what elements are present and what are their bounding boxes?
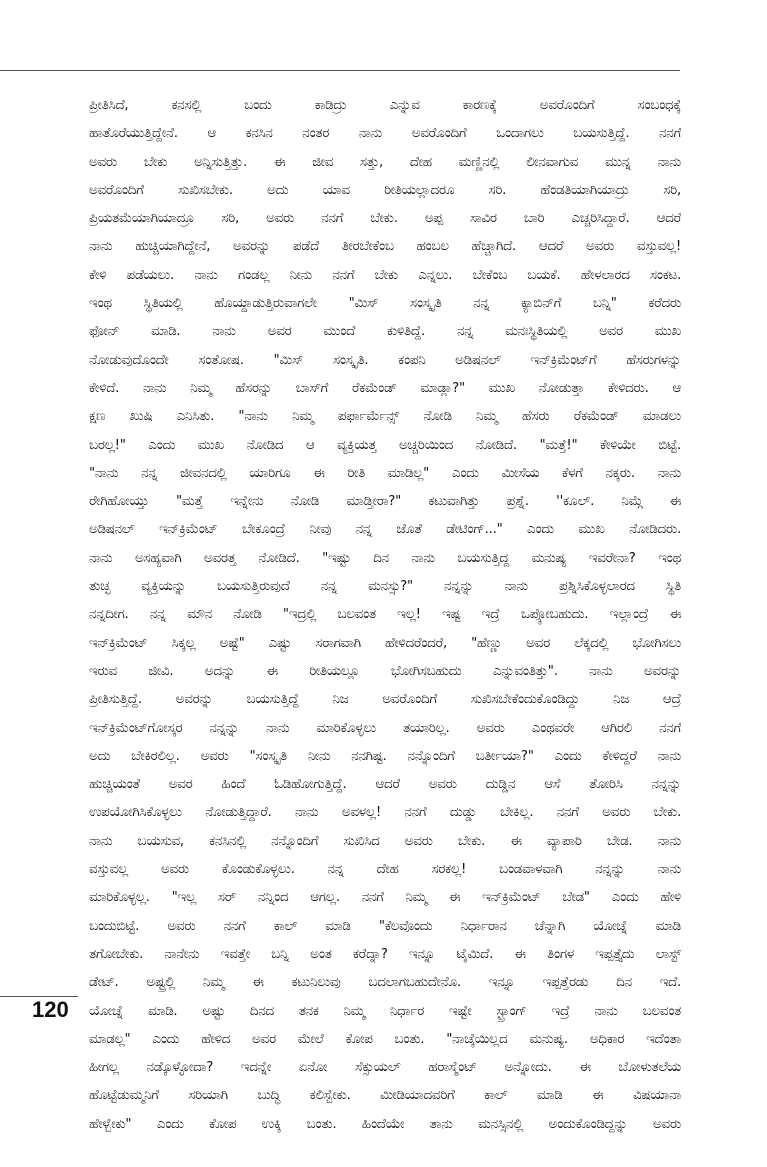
header-rule	[0, 70, 680, 71]
text-line: ನನ್ನದೀಗ. ನನ್ನ ಮೌನ ನೋಡಿ "ಇದ್ರಲ್ಲಿ ಬಲವಂತ ಇಲ್ಲ! ಇಷ್ಟ ಇದ್ರೆ ಒಪ್ಕೋಬಹುದು. ಇಲ್ಲಾಂದ್ರೆ ಈ	[89, 607, 681, 623]
text-line: ಅದು ಬೇಕಿರಲಿಲ್ಲ. ಅವರು "ಸಂಸ್ಕೃತಿ ನೀನು ನನಗಿಷ್ಟ. ನನ್ನೊಂದಿಗೆ ಬರ್ತೀಯಾ?" ಎಂದು ಕೇಳಿದ್ದರೆ ನಾನು	[89, 748, 681, 764]
text-line: ತಗೋಬೇಕು. ನಾನೇನು ಇವತ್ತೇ ಬನ್ನಿ ಅಂತ ಕರೆದ್ನಾ? ಇನ್ನೂ ಟೈಮಿದೆ. ಈ ತಿಂಗಳ ಇಪ್ಪತ್ತೈದು ಲಾಸ್ಟ್	[89, 946, 681, 962]
text-line: ಇನ್‌ಕ್ರಿಮೆಂಟ್‌ಗೋಸ್ಕರ ನನ್ನನ್ನು ನಾನು ಮಾರಿಕೊಳ್ಳಲು ತಯಾರಿಲ್ಲ. ಅವರು ಎಂಥವರೇ ಆಗಿರಲಿ ನನಗೆ	[89, 720, 681, 736]
text-line: ಅವರು ಬೇಕು ಅನ್ನಿಸುತ್ತಿತ್ತು. ಈ ಜೀವ ಸತ್ತು, ದೇಹ ಮಣ್ಣಿನಲ್ಲಿ ಲೀನವಾಗುವ ಮುನ್ನ ನಾನು	[89, 154, 681, 170]
text-line: "ನಾನು ನನ್ನ ಜೀವನದಲ್ಲಿ ಯಾರಿಗೂ ಈ ರೀತಿ ಮಾಡಿಲ್ಲ" ಎಂದು ಮೀಸೆಯ ಕೆಳಗೆ ನಕ್ಕರು. ನಾನು	[89, 465, 681, 481]
text-line	[89, 1139, 681, 1167]
text-line: ಉಪಯೋಗಿಸಿಕೊಳ್ಳಲು ನೋಡುತ್ತಿದ್ದಾರೆ. ನಾನು ಅವಳಲ್ಲ! ನನಗೆ ದುಡ್ಡು ಬೇಕಿಲ್ಲ. ನನಗೆ ಅವರು ಬೇಕು.	[89, 805, 681, 821]
text-line: ಕ್ಷಣ ಖುಷಿ ಎನಿಸಿತು. "ನಾನು ನಿಮ್ಮ ಪರ್ಫಾರ್ಮೆನ್ಸ್ ನೋಡಿ ನಿಮ್ಮ ಹೆಸರು ರೆಕಮೆಂಡ್ ಮಾಡಲು	[89, 409, 681, 425]
text-line: ಹೇಳ್ಬೇಕು" ಎಂದು ಕೋಪ ಉಕ್ಕಿ ಬಂತು. ಹಿಂದೆಯೇ ತಾನು ಮನಸ್ಸಿನಲ್ಲಿ ಅಂದುಕೊಂಡಿದ್ದನ್ನು ಅವರು	[89, 1116, 681, 1132]
text-line: ಅವರೊಂದಿಗೆ ಸುಖಿಸಬೇಕು. ಅದು ಯಾವ ರೀತಿಯಲ್ಲಾದರೂ ಸರಿ. ಹೆಂಡತಿಯಾಗಿಯಾದ್ರು ಸರಿ,	[89, 182, 681, 198]
body-text	[89, 92, 681, 1167]
text-line: ಡೇಟ್. ಅಷ್ಟ್ರಲ್ಲಿ ನಿಮ್ಮ ಈ ಕಟುನಿಲುವು ಬದಲಾಗಬಹುದೇನೊ. ಇನ್ನೂ ಇಪ್ಪತ್ತೆರಡು ದಿನ ಇದೆ.	[89, 975, 681, 991]
text-line: ಬರಲ್ಲ!" ಎಂದು ಮುಖ ನೋಡಿದ ಆ ವ್ಯಕ್ತಿಯತ್ತ ಅಚ್ಚರಿಯಿಂದ ನೋಡಿದೆ. "ಮತ್ತೆ!" ಕೇಳಿಯೇ ಬಿಟ್ಟೆ.	[89, 437, 681, 453]
text-line: ಮಾಡಲ್ಲ" ಎಂದು ಹೇಳಿದ ಅವರ ಮೇಲೆ ಕೋಪ ಬಂತು. "ನಾಚ್ಕೆಯಿಲ್ಲದ ಮನುಷ್ಯ. ಅಧಿಕಾರ ಇದೆಂತಾ	[89, 1031, 681, 1047]
text-line: ರೇಗಿಹೋಯ್ತು "ಮತ್ತೆ ಇನ್ನೇನು ನೋಡಿ ಮಾಡ್ತೀರಾ?" ಕಟುವಾಗಿತ್ತು ಪ್ರಶ್ನೆ. ''ಕೂಲ್. ನಿಮ್ಗೆ ಈ	[89, 494, 681, 510]
text-line: ಅಡಿಷನಲ್ ಇನ್‌ಕ್ರಿಮೆಂಟ್ ಬೇಕೂಂದ್ರೆ ನೀವು ನನ್ನ ಜೊತೆ ಡೇಟಿಂಗ್..." ಎಂದು ಮುಖ ನೋಡಿದರು.	[89, 522, 681, 538]
text-line: ತುಚ್ಛ ವ್ಯಕ್ತಿಯನ್ನು ಬಯಸುತ್ತಿರುವುದೆ ನನ್ನ ಮನಸ್ಸು?" ನನ್ನನ್ನು ನಾನು ಪ್ರಶ್ನಿಸಿಕೊಳ್ಳಲಾರದ ಸ್ಥಿತಿ	[89, 579, 681, 595]
text-line: ಯೋಚ್ನೆ ಮಾಡಿ. ಅಷ್ಟು ದಿನದ ತನಕ ನಿಮ್ಮ ನಿರ್ಧಾರ ಇಷ್ಟೇ ಸ್ಟ್ರಾಂಗ್ ಇದ್ರೆ ನಾನು ಬಲವಂತ	[89, 1003, 681, 1019]
text-line: ನೋಡುವುದೊಂದೇ ಸಂತೋಷ. "ಮಿಸ್ ಸಂಸ್ಕೃತಿ. ಕಂಪನಿ ಅಡಿಷನಲ್ ಇನ್‌ಕ್ರಿಮೆಂಟ್‌ಗೆ ಹೆಸರುಗಳನ್ನು	[89, 352, 681, 368]
text-line: ನಾನು ಹುಚ್ಚಿಯಾಗಿದ್ದೇನೆ, ಅವರನ್ನು ಪಡೆದೆ ತೀರಬೇಕೆಂಬ ಹಂಬಲ ಹೆಚ್ಚಾಗಿದೆ. ಆದರೆ ಅವರು ವಸ್ತುವಲ್ಲ!	[89, 239, 681, 255]
text-line: ಹುಚ್ಚಿಯಂತೆ ಅವರ ಹಿಂದೆ ಓಡಿಹೋಗುತ್ತಿದ್ದೆ. ಆದರೆ ಅವರು ದುಡ್ಡಿನ ಆಸೆ ತೋರಿಸಿ ನನ್ನನ್ನು	[89, 777, 681, 793]
text-line: ಹೀಗಲ್ಲ ನಡ್ಕೊಳ್ಳೋದಾ? ಇದನ್ನೇ ಏನೋ ಸೆಕ್ಸುಯಲ್ ಹರಾಸ್ಮೆಂಟ್ ಅನ್ನೋದು. ಈ ಬೋಳುತಲೆಯ	[89, 1060, 681, 1076]
text-line: ಹೊಟ್ಟೆಡುಮ್ಮನಿಗೆ ಸರಿಯಾಗಿ ಬುದ್ಧಿ ಕಲಿಸ್ಬೇಕು. ಮೀಡಿಯಾದವರಿಗೆ ಕಾಲ್ ಮಾಡಿ ಈ ವಿಷಯಾನಾ	[89, 1088, 681, 1104]
text-line: ಪ್ರೀತಿಸಿದೆ, ಕನಸಲ್ಲಿ ಬಂದು ಕಾಡಿದ್ರು ಎನ್ನುವ ಕಾರಣಕ್ಕೆ ಅವರೊಂದಿಗೆ ಸಂಬಂಧಕ್ಕೆ	[89, 98, 681, 113]
text-line: ನಾನು ಅಸಹ್ಯವಾಗಿ ಅವರತ್ತ ನೋಡಿದೆ. "ಇಷ್ಟು ದಿನ ನಾನು ಬಯಸುತ್ತಿದ್ದ ಮನುಷ್ಯ ಇವರೇನಾ? ಇಂಥ	[89, 550, 681, 566]
text-line: ಪ್ರಿಯತಮೆಯಾಗಿಯಾದ್ರೂ ಸರಿ, ಅವರು ನನಗೆ ಬೇಕು. ಅಪ್ಪ ಸಾವಿರ ಬಾರಿ ಎಚ್ಚರಿಸಿದ್ದಾರೆ. ಆದರೆ	[89, 211, 681, 227]
text-line: ಇನ್‌ಕ್ರಿಮೆಂಟ್ ಸಿಕ್ಕಲ್ಲ ಅಷ್ಟೆ" ಎಷ್ಟು ಸರಾಗವಾಗಿ ಹೇಳಿದರೆಂದರೆ, "ಹೆಣ್ಣು ಅವರ ಲೆಕ್ಕದಲ್ಲಿ ಭೋಗಿಸಲು	[89, 635, 681, 651]
text-line: ನಾನು ಬಯಸುವ, ಕನಸಿನಲ್ಲಿ ನನ್ನೊಂದಿಗೆ ಸುಖಿಸಿದ ಅವರು ಬೇಕು. ಈ ವ್ಯಾಪಾರಿ ಬೇಡ. ನಾನು	[89, 833, 681, 849]
text-line: ಇಂಥ ಸ್ಥಿತಿಯಲ್ಲಿ ಹೊಯ್ದಾಡುತ್ತಿರುವಾಗಲೇ "ಮಿಸ್ ಸಂಸ್ಕೃತಿ ನನ್ನ ಕ್ಯಾಬಿನ್‌ಗೆ ಬನ್ನಿ" ಕರೆದರು	[89, 296, 681, 312]
text-line: ಕೇಳಿದೆ. ನಾನು ನಿಮ್ಮ ಹೆಸರನ್ನು ಬಾಸ್‌ಗೆ ರೆಕಮೆಂಡ್ ಮಾಡ್ಲಾ?" ಮುಖ ನೋಡುತ್ತಾ ಕೇಳಿದರು. ಆ	[89, 380, 681, 396]
text-line: ಪ್ರೀತಿಸುತ್ತಿದ್ದೆ. ಅವರನ್ನು ಬಯಸುತ್ತಿದ್ದೆ ನಿಜ ಅವರೊಂದಿಗೆ ಸುಖಿಸಬೇಕೆಂದುಕೊಂಡಿದ್ದು ನಿಜ ಆದ್ರೆ	[89, 692, 681, 708]
text-line: ಹಾತೊರೆಯುತ್ತಿದ್ದೇನೆ. ಆ ಕನಸಿನ ನಂತರ ನಾನು ಅವರೊಂದಿಗೆ ಒಂದಾಗಲು ಬಯಸುತ್ತಿದ್ದೆ. ನನಗೆ	[89, 126, 681, 142]
text-line: ವಸ್ತುವಲ್ಲ ಅವರು ಕೊಂಡುಕೊಳ್ಳಲು. ನನ್ನ ದೇಹ ಸರಕಲ್ಲ! ಬಂಡವಾಳವಾಗಿ ನನ್ನನ್ನು ನಾನು	[89, 862, 681, 878]
text-line: ಕೇಳಿ ಪಡೆಯಲು. ನಾನು ಗಂಡಲ್ಲ ನೀನು ನನಗೆ ಬೇಕು ಎನ್ನಲು. ಬೇಕೆಂಬ ಬಯಕೆ. ಹೇಳಲಾರದ ಸಂಕಟ.	[89, 267, 681, 283]
text-line: ಇರುವ ಜೀವಿ. ಅದನ್ನು ಈ ರೀತಿಯಲ್ಲೂ ಭೋಗಿಸಬಹುದು ಎನ್ನುವಂತಿತ್ತು". ನಾನು ಅವರನ್ನು	[89, 663, 681, 679]
page-number: 120	[32, 997, 69, 1022]
text-line: ಬಂದುಬಿಟ್ಟೆ. ಅವರು ನನಗೆ ಕಾಲ್ ಮಾಡಿ "ಕೆಲವೊಂದು ನಿರ್ಧಾರಾನ ಚೆನ್ನಾಗಿ ಯೋಚ್ನೆ ಮಾಡಿ	[89, 918, 681, 934]
text-line: ಫೋನ್ ಮಾಡಿ. ನಾನು ಅವರ ಮುಂದೆ ಕುಳಿತಿದ್ದೆ. ನನ್ನ ಮನಃಸ್ಥಿತಿಯಲ್ಲಿ ಅವರ ಮುಖ	[89, 324, 681, 340]
text-line: ಮಾರಿಕೊಳ್ಳಲ್ಲ. "ಇಲ್ಲ ಸರ್ ನನ್ನಿಂದ ಆಗಲ್ಲ. ನನಗೆ ನಿಮ್ಮ ಈ ಇನ್‌ಕ್ರಿಮೆಂಟ್ ಬೇಡ" ಎಂದು ಹೇಳಿ	[89, 890, 681, 906]
